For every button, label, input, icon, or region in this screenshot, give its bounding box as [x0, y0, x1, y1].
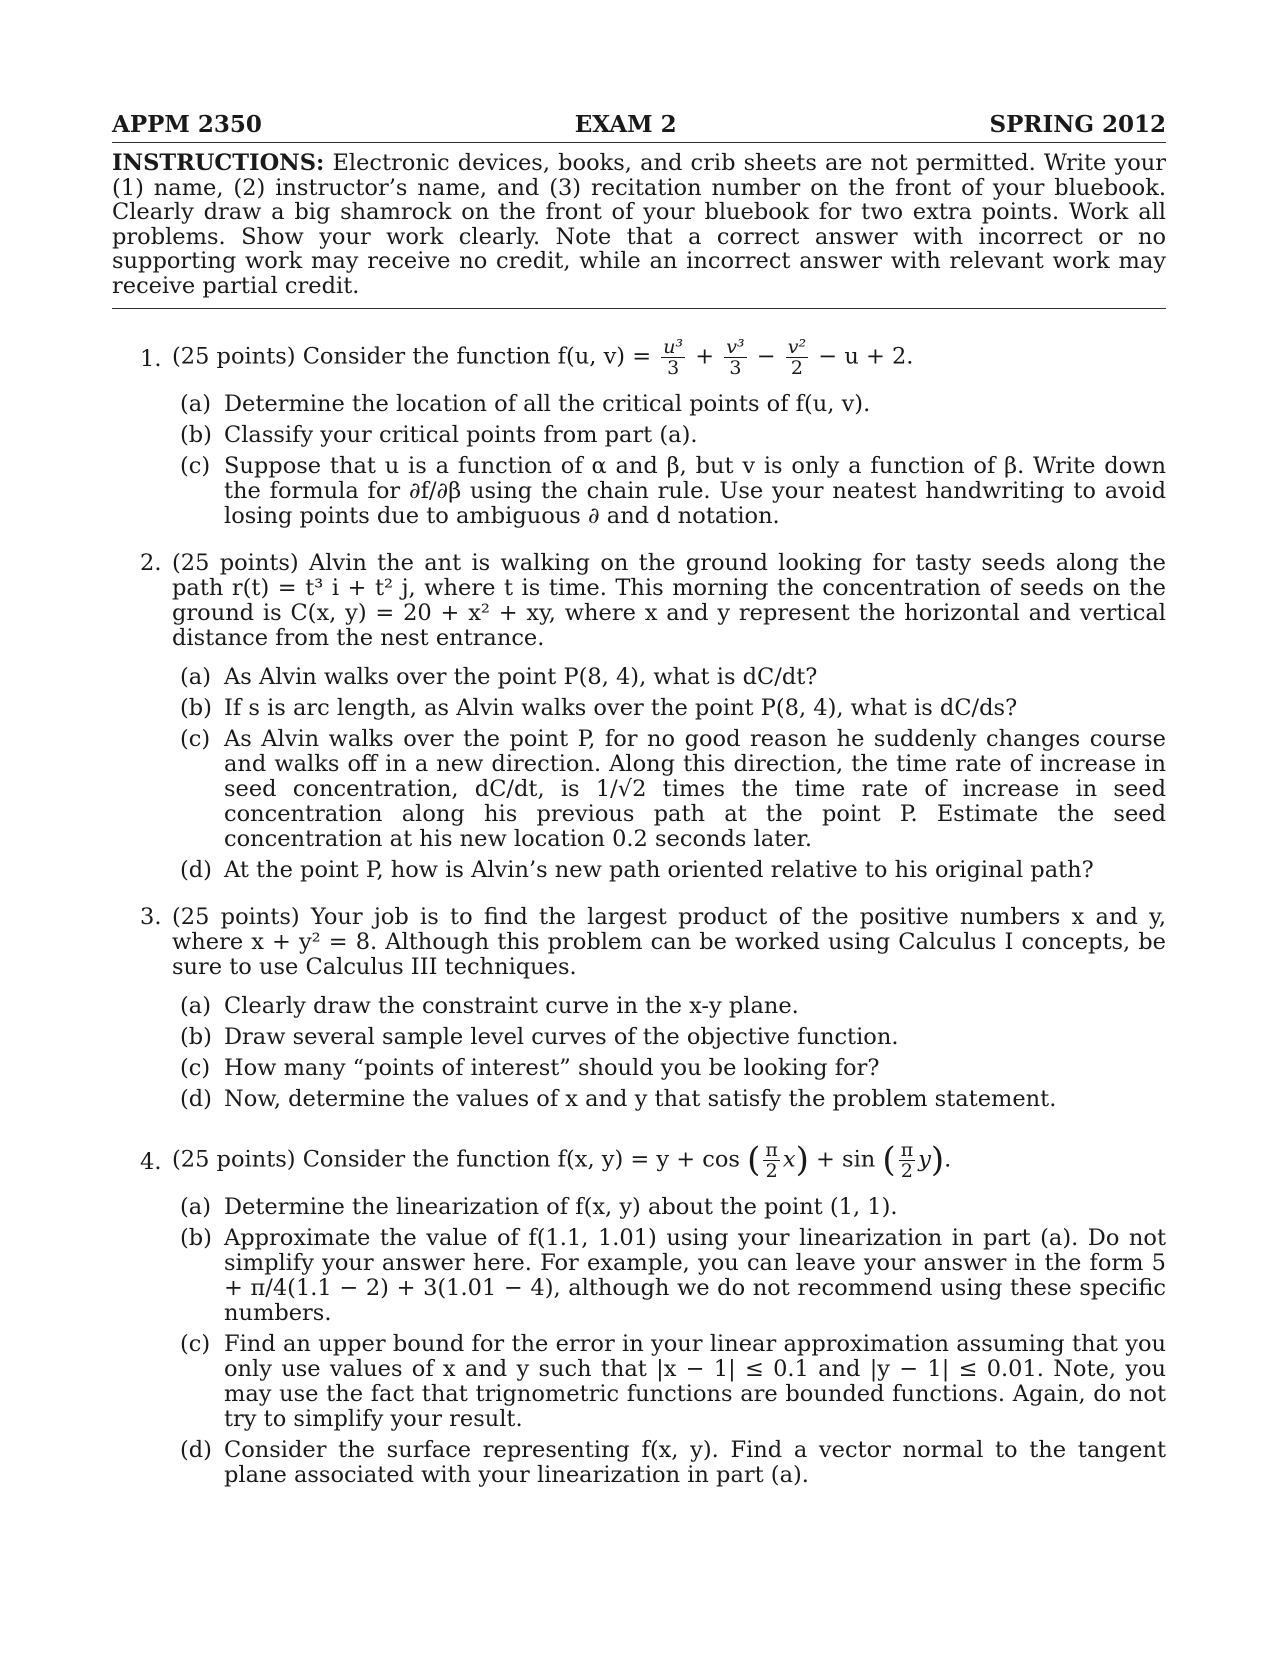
part-2b: (b) If s is arc length, as Alvin walks over the point P(8, 4), what is dC/ds?: [180, 695, 1018, 721]
problem-3-parts: [172, 994, 1166, 1112]
part-1a: (a) Determine the location of all the critical points of f(u, v).: [180, 391, 871, 417]
problem-number: 4.: [140, 1149, 162, 1175]
part-4d: (d) Consider the surface representing f(x, y). Find a vector normal to the tangent plane associated with your linearization in part (a).: [180, 1437, 1166, 1488]
instructions-label: INSTRUCTIONS:: [112, 150, 325, 176]
instructions-text: Electronic devices, books, and crib sheets are not permitted. Write your (1) name, (2) instructor’s name, and (3) recitation number on the front of your bluebook. Clearly draw a big shamrock on the front of your bluebook for two extra points. Work all problems. Show your work clearly. Note that a correct answer with incorrect or no supporting work may receive no credit, while an incorrect answer with relevant work may receive partial credit.: [112, 150, 1166, 299]
exam-page: [112, 112, 1166, 1494]
problem-4-lead: (25 points) Consider the function f(x, y) = y + cos: [172, 1146, 748, 1173]
part-2d: (d) At the point P, how is Alvin’s new path oriented relative to his original path?: [180, 857, 1094, 883]
problem-3-stem: (25 points) Your job is to find the largest product of the positive numbers x and y, where x + y² = 8. Although this problem can be worked using Calculus I concepts, be sure to use Calculus III techniques.: [172, 904, 1166, 980]
fraction-pi-over-2: $\frac{\pi}{2}$: [765, 1139, 778, 1182]
problem-2: [112, 551, 1166, 883]
problem-4-parts: [172, 1195, 1166, 1488]
problem-number: 2.: [140, 550, 162, 576]
part-3a: (a) Clearly draw the constraint curve in the x-y plane.: [180, 993, 799, 1019]
problem-3: [112, 905, 1166, 1112]
problem-1-stem: (25 points) Consider the function f(u, v) = $\frac{\text{u³}}{3}$ + $\frac{\text{v³}}{3}$ − $\frac{\text{v²}}{2}$ − u + 2.: [172, 336, 914, 379]
problem-number: 3.: [140, 904, 162, 930]
fraction-v2-2: $\frac{\text{v²}}{2}$: [787, 336, 807, 379]
part-4a: (a) Determine the linearization of f(x, y) about the point (1, 1).: [180, 1194, 898, 1220]
fraction-v3-3: $\frac{\text{v³}}{3}$: [726, 336, 745, 379]
part-1b: (b) Classify your critical points from part (a).: [180, 422, 698, 448]
exam-header: [112, 112, 1166, 143]
problem-2-stem: (25 points) Alvin the ant is walking on the ground looking for tasty seeds along the path r(t) = t³ i + t² j, where t is time. This morning the concentration of seeds on the ground is C(x, y) = 20 + x² + xy, where x and y represent the horizontal and vertical distance from the nest entrance.: [172, 550, 1166, 651]
problem-1-parts: [172, 392, 1166, 529]
fraction-pi-over-2: $\frac{\pi}{2}$: [900, 1139, 914, 1182]
problem-4-stem: (25 points) Consider the function f(x, y) = y + cos ( $\frac{\pi}{2}$ x) + sin ( $\frac{\pi}{2}$ y).: [172, 1139, 952, 1182]
fraction-u3-3: $\frac{\text{u³}}{3}$: [663, 336, 684, 379]
part-4c: (c) Find an upper bound for the error in your linear approximation assuming that you only use values of x and y such that |x − 1| ≤ 0.1 and |y − 1| ≤ 0.01. Note, you may use the fact that trignometric functions are bounded functions. Again, do not try to simplify your result.: [180, 1331, 1166, 1432]
part-2a: (a) As Alvin walks over the point P(8, 4), what is dC/dt?: [180, 664, 818, 690]
part-1c: (c) Suppose that u is a function of α and β, but v is only a function of β. Write down the formula for ∂f/∂β using the chain rule. Use your neatest handwriting to avoid losing points due to ambiguous ∂ and d notation.: [180, 453, 1166, 529]
course-code: APPM 2350: [112, 111, 262, 138]
part-3d: (d) Now, determine the values of x and y that satisfy the problem statement.: [180, 1086, 1057, 1112]
problem-number: 1.: [140, 346, 162, 372]
problem-4: [112, 1134, 1166, 1488]
exam-term: SPRING 2012: [989, 111, 1166, 138]
exam-title: EXAM 2: [574, 111, 677, 138]
part-4b: (b) Approximate the value of f(1.1, 1.01) using your linearization in part (a). Do not simplify your answer here. For example, you can leave your answer in the form 5 + π/4(1.1 − 2) + 3(1.01 − 4), although we do not recommend using these specific numbers.: [180, 1225, 1166, 1326]
instructions: [112, 143, 1166, 309]
problem-2-parts: [172, 665, 1166, 883]
problem-1: [112, 327, 1166, 529]
part-3c: (c) How many “points of interest” should you be looking for?: [180, 1055, 880, 1081]
part-2c: (c) As Alvin walks over the point P, for no good reason he suddenly changes course and walks off in a new direction. Along this direction, the time rate of increase in seed concentration, dC/dt, is 1/√2 times the time rate of increase in seed concentration along his previous path at the point P. Estimate the seed concentration at his new location 0.2 seconds later.: [180, 726, 1166, 852]
part-3b: (b) Draw several sample level curves of the objective function.: [180, 1024, 899, 1050]
problem-1-lead: (25 points) Consider the function f(u, v) =: [172, 343, 659, 370]
